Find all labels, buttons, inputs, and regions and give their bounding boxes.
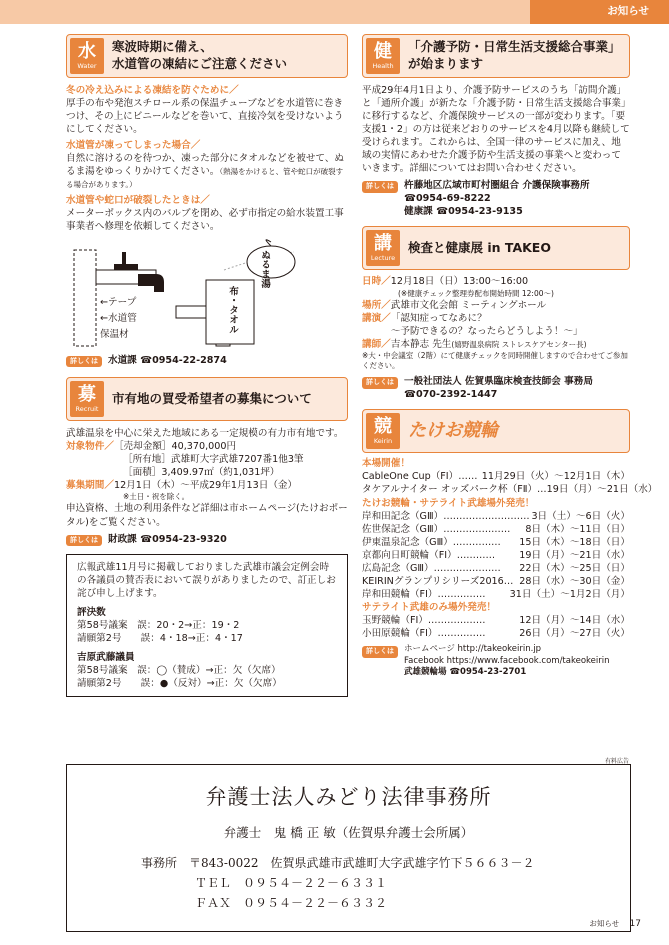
- race-name: 伊東温泉記念（GⅢ）……………: [362, 536, 501, 548]
- race-name: 京都向日町競輪（FⅠ）…………: [362, 549, 496, 561]
- keirin-detail-lines: [404, 644, 609, 679]
- race-name: 玉野競輪（FⅠ）………………: [362, 614, 486, 626]
- water-h2: 水道管が凍ってしまった場合／: [66, 140, 201, 152]
- health-detail-lines: [404, 179, 590, 218]
- keirin-homepage-link[interactable]: ホームページ http://takeokeirin.jp: [404, 644, 542, 655]
- health-title-line2: が始まります: [408, 56, 484, 71]
- recruit-title: 市有地の買受希望者の募集について: [112, 390, 312, 406]
- recruit-section-header: [66, 377, 348, 421]
- ad-note: 有料広告: [604, 758, 629, 765]
- recruit-intro: 武雄温泉を中心に栄えた地域にある一定規模の有力市有地です。: [66, 428, 344, 440]
- lecture-detail-2: ☎070-2392-1447: [404, 389, 498, 401]
- lecture-topic-label: 講演／: [362, 312, 391, 324]
- page-number: 17: [629, 919, 641, 929]
- illus-towel-label: 布・タオル: [227, 285, 239, 334]
- health-badge-en: Health: [372, 62, 394, 70]
- health-title-line1: 「介護予防・日常生活支援総合事業」: [408, 39, 621, 55]
- lecture-detail-lines: [404, 375, 593, 401]
- recruit-detail-tag: 詳しくは: [66, 535, 102, 547]
- water-t2: 自然に溶けるのを待つか、凍った部分にタオルなどを被せて、ぬるま湯をゆっくりかけてください。: [66, 153, 345, 178]
- keirin-detail: [362, 644, 630, 679]
- water-t2-small: （熱湯をかけると、管や蛇口が破裂する場合があります。）: [66, 167, 344, 190]
- footer-label: お知らせ: [589, 919, 620, 928]
- lecture-speaker-note: (嬉野温泉病院 ストレスケアセンター長): [451, 339, 587, 349]
- keirin-badge: [366, 413, 400, 449]
- water-detail: [66, 354, 348, 368]
- left-column: [66, 34, 348, 697]
- illus-water-label: ぬるま湯: [259, 249, 271, 288]
- keirin-detail-tag: 詳しくは: [362, 646, 398, 658]
- water-badge: [70, 38, 104, 74]
- health-badge-kanji: 健: [374, 41, 392, 62]
- health-detail-3: 健康課 ☎0954-23-9135: [404, 206, 523, 218]
- lecture-detail-1: 一般社団法人 佐賀県臨床検査技師会 事務局: [404, 376, 593, 388]
- keirin-sat-list: [362, 614, 630, 640]
- keirin-detail-3: 武雄競輪場 ☎0954-23-2701: [404, 667, 527, 678]
- lecture-topic-row: [362, 312, 630, 338]
- ad-office: 事務所 〒843-0022 佐賀県武雄市武雄町大字武雄字竹下５６６３－２: [141, 856, 535, 870]
- race-row: [362, 470, 630, 483]
- lecture-title: 検査と健康展 in TAKEO: [408, 240, 551, 256]
- health-badge: [366, 38, 400, 74]
- race-name: 岸和田競輪（FⅠ）……………: [362, 588, 486, 600]
- water-h1: 冬の冷え込みによる凍結を防ぐために／: [66, 85, 239, 96]
- lecture-badge-en: Lecture: [370, 254, 396, 263]
- lecture-detail: [362, 375, 630, 401]
- header-bar-light: [0, 0, 530, 24]
- illus-pipe-label: ←水道管: [100, 312, 137, 324]
- race-row: [362, 614, 630, 627]
- race-date: 19日（月）〜21日（水）: [546, 484, 658, 496]
- race-name: 岸和田記念（GⅢ）………………………: [362, 510, 530, 522]
- race-date: 31日（土）〜1月2日（月）: [509, 588, 630, 600]
- recruit-object-row: [66, 440, 348, 453]
- water-section-header: [66, 34, 348, 78]
- lecture-date-row: [362, 275, 630, 288]
- lecture-speaker-label: 講師／: [362, 338, 391, 350]
- keirin-h3: サテライト武雄のみ場外発売！: [362, 601, 497, 613]
- race-row: [362, 523, 630, 536]
- keirin-h2: たけお競輪・サテライト武雄場外発売！: [362, 497, 535, 509]
- correction-h1: 評決数: [77, 607, 106, 619]
- race-row: [362, 562, 630, 575]
- correction-text: 広報武雄11月号に掲載しておりました武雄市議会定例会時の各議員の賛否表において誤りがありましたので、訂正しお詫び申し上げます。: [77, 562, 336, 600]
- ad-tel: ＴＥＬ ０９５４－２２－６３３１: [195, 876, 388, 890]
- race-date: 8日（木）〜11日（日）: [525, 523, 630, 535]
- health-section-header: [362, 34, 630, 78]
- race-date: 15日（木）〜18日（日）: [519, 536, 630, 548]
- lecture-place-row: [362, 299, 630, 312]
- keirin-section-header: [362, 409, 630, 453]
- recruit-badge: [70, 381, 104, 417]
- health-text: 平成29年4月1日より、介護予防サービスのうち「訪問介護」と「通所介護」が新たな「介護予防・日常生活支援総合事業」に移行するなど、介護保険サービスの一部が変わります。「要支援1・2」の方は従来どおりのサービスを4月以降も継続して受けられます。これからは、全国一律のサービスに加え、地域の実情にあわせた介護予防や生活支援の事業へと変わっていきます。詳細についてはお問い合わせください。: [362, 85, 630, 175]
- lecture-section-header: [362, 226, 630, 270]
- recruit-period-row: [66, 479, 348, 492]
- recruit-badge-en: Recruit: [75, 405, 99, 414]
- race-row: [362, 588, 630, 601]
- keirin-facebook-link[interactable]: Facebook https://www.facebook.com/takeokeirin: [404, 655, 610, 666]
- lecture-speaker: 吉本静志 先生: [390, 338, 452, 350]
- lecture-speaker-row: [362, 338, 630, 351]
- lecture-place: 武雄市文化会館 ミーティングホール: [390, 299, 547, 311]
- lecture-topic-1: 「認知症ってなあに？: [390, 312, 487, 324]
- health-detail: [362, 179, 630, 218]
- race-row: [362, 510, 630, 523]
- recruit-period-label: 募集期間／: [66, 480, 114, 492]
- race-date: 12日（月）〜14日（水）: [519, 614, 630, 626]
- ad-lawyer: 弁護士 鬼 橋 正 敏（佐賀県弁護士会所属）: [223, 824, 474, 840]
- correction-r2b: 請願第2号 誤：●（反対）→正：欠（欠席）: [77, 678, 282, 690]
- race-date: 28日（水）〜30日（金）: [519, 575, 630, 587]
- lecture-date-label: 日時／: [362, 276, 391, 288]
- race-row: [362, 549, 630, 562]
- header-bar: [0, 0, 669, 24]
- race-row: [362, 483, 658, 496]
- race-date: 22日（木）〜25日（日）: [519, 562, 630, 574]
- water-title-line1: 寒波時期に備え、: [112, 39, 213, 55]
- recruit-period-note: ※土日・祝を除く。: [123, 492, 190, 502]
- keirin-main-list: [362, 470, 658, 496]
- race-date: 11月29日（火）〜12月1日（木）: [481, 471, 630, 483]
- keirin-badge-kanji: 競: [374, 416, 392, 438]
- lecture-place-label: 場所／: [362, 299, 391, 311]
- race-name: タケアルナイター オッズパーク杯（FⅡ）…: [362, 484, 547, 496]
- lecture-topic: [391, 312, 583, 338]
- water-t2-block: [66, 152, 348, 191]
- ad-title: 弁護士法人みどり法律事務所: [205, 785, 492, 809]
- water-title-line2: 水道管の凍結にご注意ください: [112, 56, 288, 71]
- correction-h2: 吉原武藤議員: [77, 652, 135, 664]
- health-detail-1: 杵藤地区広域市町村圏組合 介護保険事務所: [404, 180, 590, 192]
- recruit-object-area: ［面積］3,409.97㎡（約1,031坪）: [123, 467, 280, 479]
- race-name: 広島記念（GⅢ）…………………: [362, 562, 501, 574]
- law-office-ad: [66, 764, 631, 932]
- right-column: [362, 34, 658, 679]
- water-title: [112, 39, 287, 73]
- recruit-detail-text: 財政課 ☎0954-23-9320: [108, 533, 227, 545]
- water-t1: 厚手の布や発泡スチロール系の保温チューブなどを水道管に巻きつけ、その上にビニールなどを巻いて、直接冷気を受けないようにしてください。: [66, 98, 344, 136]
- water-badge-kanji: 水: [78, 41, 96, 62]
- race-name: 小田原競輪（FⅠ）……………: [362, 627, 486, 639]
- race-row: [362, 627, 630, 640]
- race-date: 3日（土）〜6日（火）: [531, 510, 630, 522]
- water-detail-tag: 詳しくは: [66, 356, 102, 368]
- correction-r2a: 第58号議案 誤：◯（賛成）→正：欠（欠席）: [77, 665, 281, 677]
- recruit-object-label: 対象物件／: [66, 441, 114, 453]
- illus-tape-label: ←テープ: [100, 296, 137, 308]
- health-detail-2: ☎0954-69-8222: [404, 193, 491, 205]
- recruit-detail: [66, 533, 348, 547]
- lecture-note: ※大・中会議室（2階）にて健康チェックを同時開催しますので合わせてご参加ください。: [362, 350, 628, 371]
- water-detail-text: 水道課 ☎0954-22-2874: [108, 354, 227, 366]
- recruit-apply: 申込資格、土地の利用条件など詳細は市ホームページ(たけおポータル)をご覧ください。: [66, 503, 348, 528]
- lecture-date-note: (※健康チェック整理券配布開始時間 12:00〜): [398, 288, 554, 298]
- illus-insulation-label: 保温材: [100, 328, 129, 340]
- keirin-h1: 本場開催！: [362, 458, 410, 470]
- recruit-period: 12月1日（木）〜平成29年1月13日（金）: [113, 480, 298, 492]
- race-row: [362, 536, 630, 549]
- race-date: 19日（月）〜21日（水）: [519, 549, 630, 561]
- recruit-object-price: ［売却金額］40,370,000円: [113, 441, 237, 453]
- correction-r1b: 請願第2号 誤：4・18→正：4・17: [77, 633, 243, 645]
- race-name: CableOne Cup（FⅠ）……: [362, 471, 478, 483]
- race-name: KEIRINグランプリシリーズ2016…: [362, 575, 514, 587]
- lecture-detail-tag: 詳しくは: [362, 377, 398, 389]
- water-h3: 水道管や蛇口が破裂したときは／: [66, 195, 210, 207]
- header-label: お知らせ: [607, 5, 649, 17]
- race-row: [362, 575, 630, 588]
- keirin-title: たけお競輪: [408, 420, 498, 442]
- lecture-date: 12月18日（日）13:00〜16:00: [390, 276, 529, 288]
- correction-r1a: 第58号議案 誤：20・2→正：19・2: [77, 620, 240, 632]
- water-illustration: [66, 240, 348, 350]
- race-name: 佐世保記念（GⅢ）…………………: [362, 523, 511, 535]
- health-title: [408, 39, 621, 73]
- water-t3: メーターボックス内のバルブを閉め、必ず市指定の給水装置工事事業者へ修理を依頼してください。: [66, 208, 344, 233]
- ad-fax: ＦＡＸ ０９５４－２２－６３３２: [195, 896, 388, 910]
- lecture-badge-kanji: 講: [374, 233, 392, 255]
- race-date: 26日（月）〜27日（火）: [519, 627, 630, 639]
- keirin-outside-list: [362, 510, 630, 601]
- lecture-badge: [366, 230, 400, 266]
- lecture-topic-2: 〜予防できるの？なったらどうしよう！〜」: [390, 325, 583, 337]
- footer: [589, 918, 641, 930]
- health-detail-tag: 詳しくは: [362, 181, 398, 193]
- recruit-badge-kanji: 募: [78, 384, 96, 406]
- keirin-badge-en: Keirin: [373, 437, 393, 446]
- correction-box: [66, 554, 348, 697]
- water-badge-en: Water: [77, 62, 97, 70]
- recruit-object-address: ［所有地］武雄町大字武雄7207番1他3筆: [123, 454, 304, 466]
